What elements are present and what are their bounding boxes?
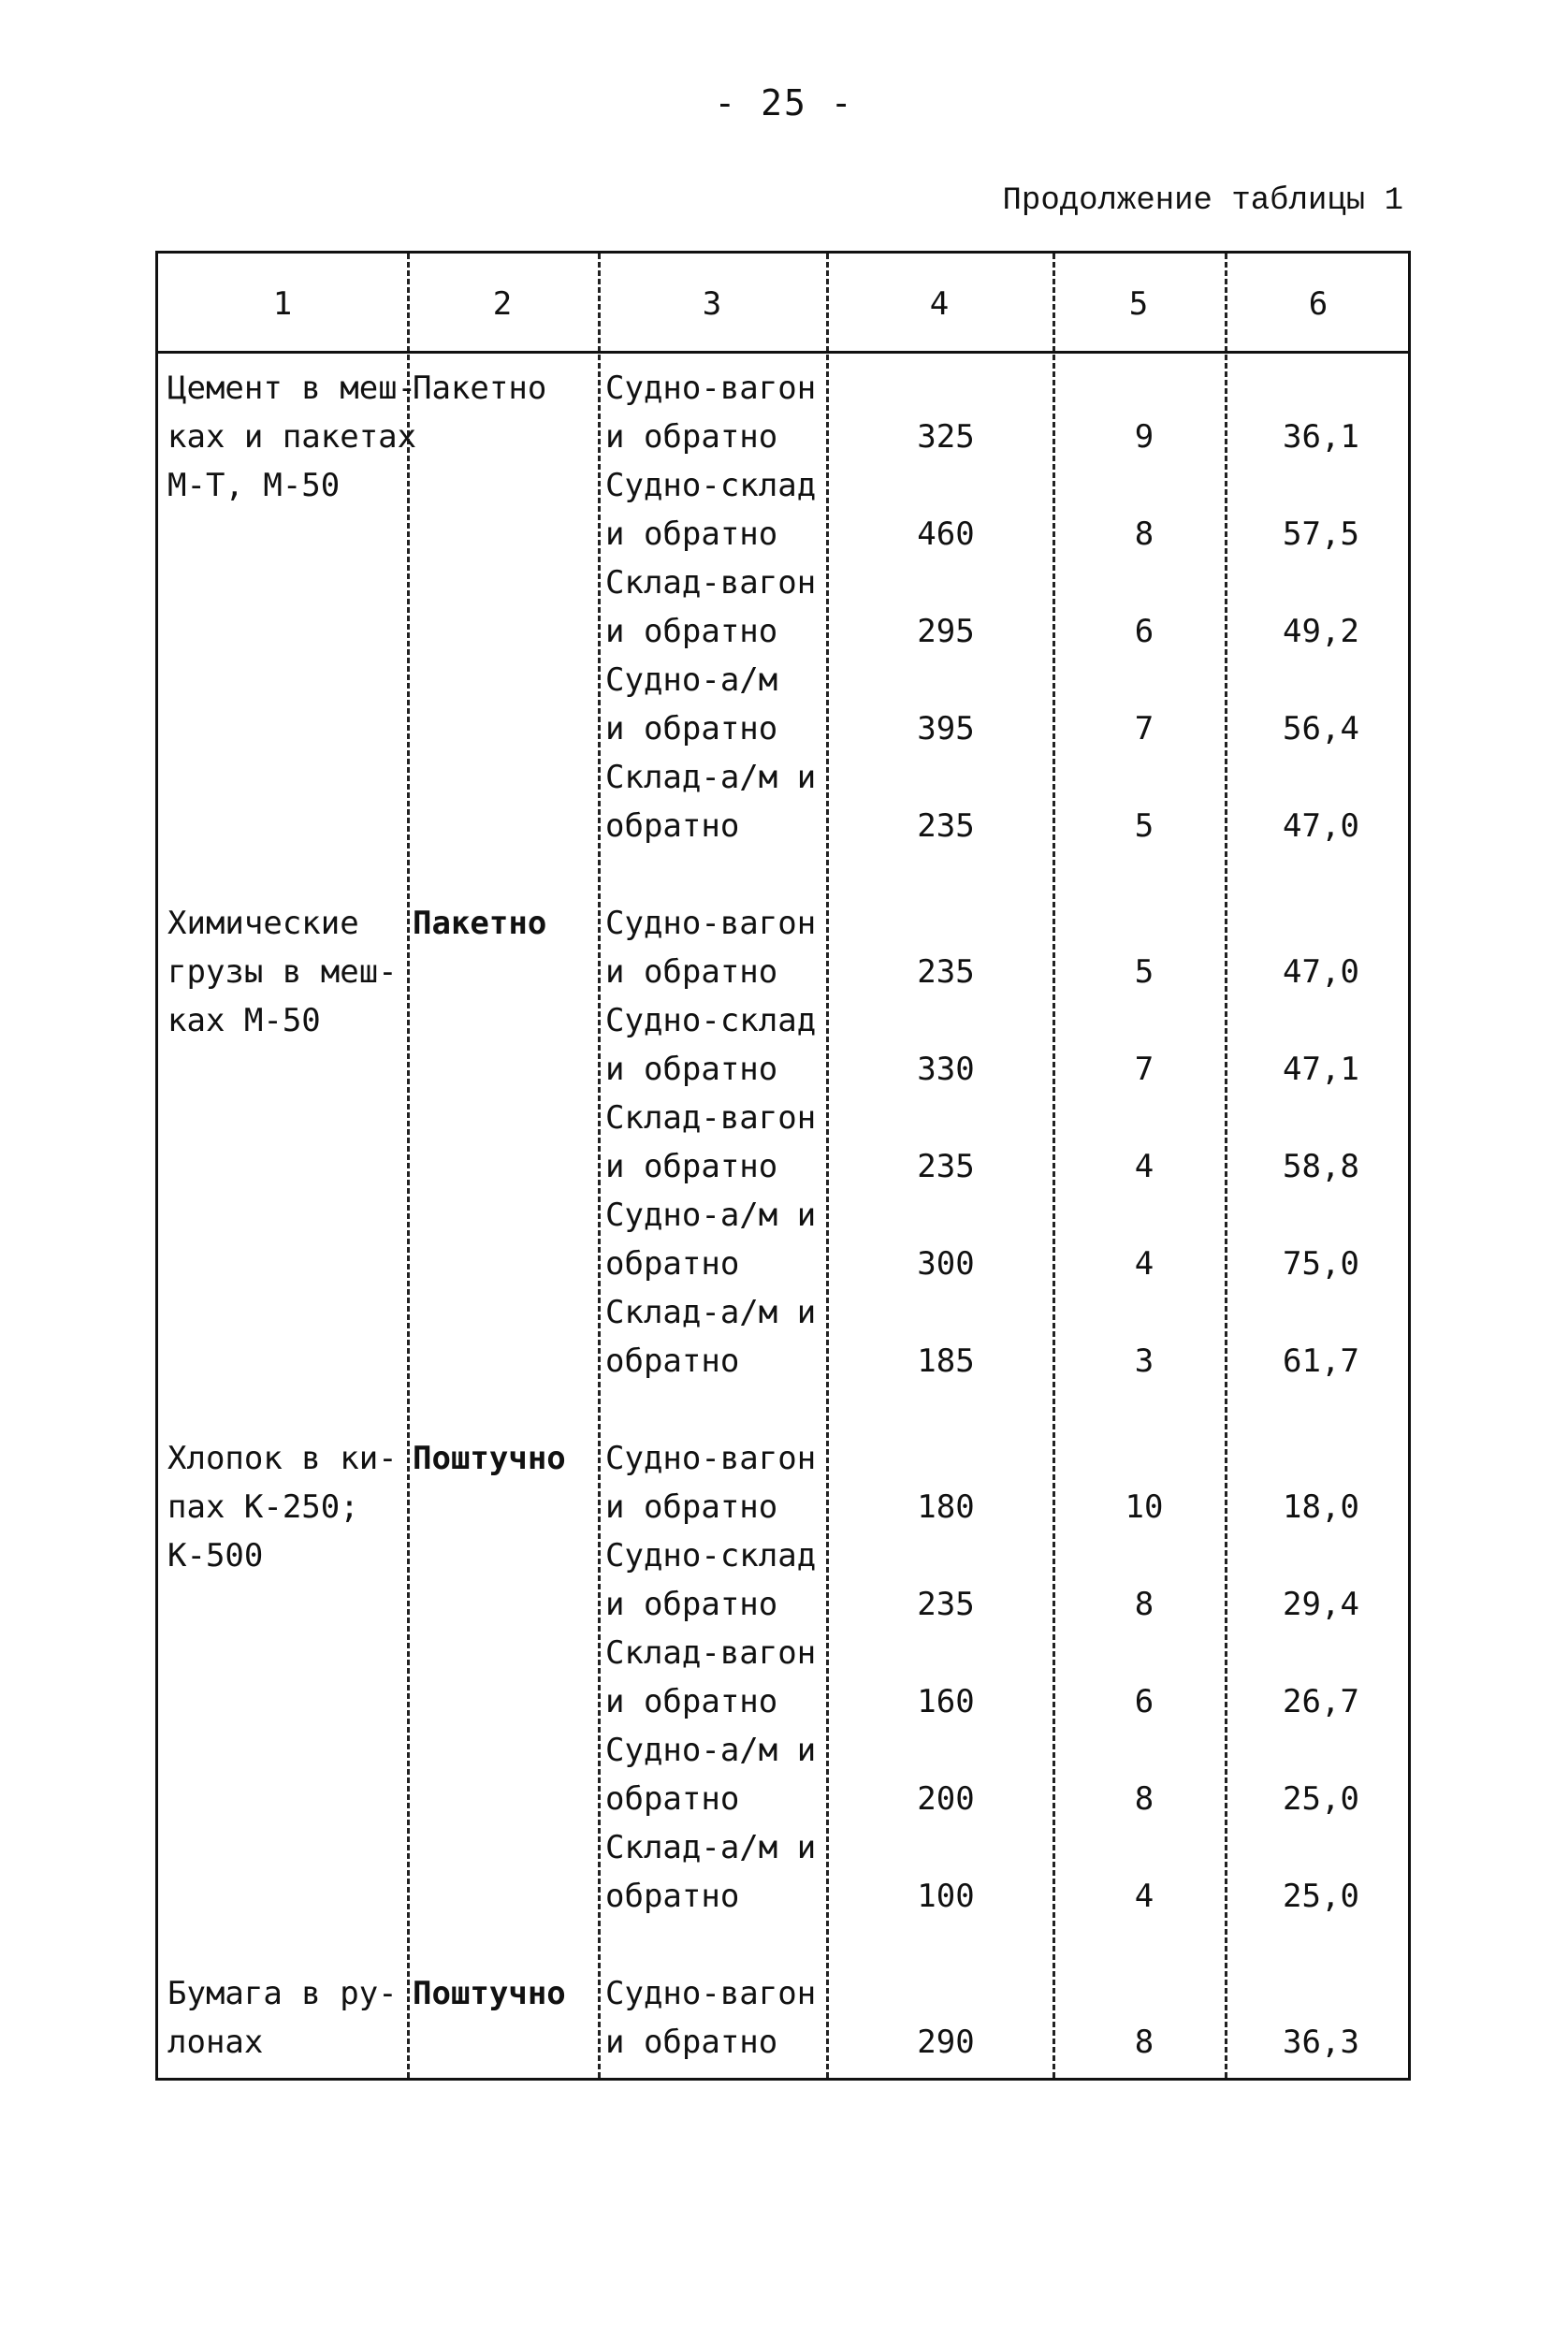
- cargo-name-line: К-500: [167, 1537, 264, 1574]
- value-col-4: 300: [917, 1245, 975, 1283]
- value-col-6: 26,7: [1283, 1683, 1359, 1720]
- value-col-6: 36,3: [1283, 2024, 1359, 2061]
- route-line: Склад-вагон: [605, 564, 817, 602]
- value-col-6: 47,1: [1283, 1051, 1359, 1088]
- value-col-6: 75,0: [1283, 1245, 1359, 1283]
- route-line: и обратно: [605, 515, 778, 553]
- value-col-4: 325: [917, 418, 975, 456]
- value-col-4: 290: [917, 2024, 975, 2061]
- value-col-6: 18,0: [1283, 1488, 1359, 1526]
- header-col-6: 6: [1308, 285, 1328, 323]
- value-col-4: 295: [917, 613, 975, 650]
- route-line: Судно-склад: [605, 1002, 817, 1039]
- header-col-1: 1: [272, 285, 293, 323]
- value-col-6: 25,0: [1283, 1780, 1359, 1818]
- route-line: Склад-а/м и: [605, 1829, 817, 1866]
- route-line: обратно: [605, 1342, 740, 1380]
- route-line: Судно-вагон: [605, 1440, 817, 1477]
- cargo-name-line: Химические: [167, 905, 359, 942]
- route-line: Судно-вагон: [605, 905, 817, 942]
- value-col-4: 180: [917, 1488, 975, 1526]
- cargo-name-line: Цемент в меш-: [167, 370, 417, 407]
- route-line: и обратно: [605, 1586, 778, 1623]
- route-line: и обратно: [605, 710, 778, 747]
- header-col-3: 3: [702, 285, 722, 323]
- value-col-6: 47,0: [1283, 953, 1359, 991]
- value-col-4: 185: [917, 1342, 975, 1380]
- value-col-6: 58,8: [1283, 1148, 1359, 1185]
- route-line: и обратно: [605, 418, 778, 456]
- route-line: обратно: [605, 1780, 740, 1818]
- route-line: Судно-а/м: [605, 661, 778, 699]
- value-col-5: 5: [1134, 953, 1154, 991]
- route-line: и обратно: [605, 1148, 778, 1185]
- value-col-5: 4: [1134, 1878, 1154, 1915]
- route-line: и обратно: [605, 1683, 778, 1720]
- value-col-6: 56,4: [1283, 710, 1359, 747]
- value-col-5: 8: [1134, 2024, 1154, 2061]
- route-line: и обратно: [605, 1488, 778, 1526]
- route-line: и обратно: [605, 613, 778, 650]
- value-col-5: 7: [1134, 710, 1154, 747]
- value-col-5: 8: [1134, 1586, 1154, 1623]
- value-col-6: 47,0: [1283, 807, 1359, 845]
- route-line: обратно: [605, 807, 740, 845]
- route-line: Судно-а/м и: [605, 1197, 817, 1234]
- cargo-name-line: ках и пакетах: [167, 418, 417, 456]
- route-line: Судно-вагон: [605, 1975, 817, 2012]
- value-col-6: 57,5: [1283, 515, 1359, 553]
- continuation-label: Продолжение таблицы 1: [1002, 183, 1403, 219]
- cargo-name-line: Хлопок в ки-: [167, 1440, 398, 1477]
- value-col-5: 7: [1134, 1051, 1154, 1088]
- route-line: и обратно: [605, 1051, 778, 1088]
- value-col-5: 3: [1134, 1342, 1154, 1380]
- cargo-name-line: М-Т, М-50: [167, 467, 341, 504]
- value-col-6: 61,7: [1283, 1342, 1359, 1380]
- cargo-name-line: грузы в меш-: [167, 953, 398, 991]
- header-col-5: 5: [1128, 285, 1149, 323]
- value-col-5: 6: [1134, 613, 1154, 650]
- route-line: Судно-склад: [605, 467, 817, 504]
- header-col-4: 4: [929, 285, 950, 323]
- header-rule: [158, 351, 1408, 354]
- value-col-5: 5: [1134, 807, 1154, 845]
- route-line: Склад-вагон: [605, 1634, 817, 1672]
- data-table: [155, 251, 1411, 2081]
- value-col-4: 200: [917, 1780, 975, 1818]
- value-col-4: 395: [917, 710, 975, 747]
- route-line: Склад-а/м и: [605, 1294, 817, 1331]
- cargo-name-line: пах К-250;: [167, 1488, 359, 1526]
- value-col-4: 460: [917, 515, 975, 553]
- value-col-4: 235: [917, 1586, 975, 1623]
- value-col-5: 6: [1134, 1683, 1154, 1720]
- route-line: обратно: [605, 1245, 740, 1283]
- value-col-5: 10: [1125, 1488, 1164, 1526]
- value-col-4: 100: [917, 1878, 975, 1915]
- value-col-6: 36,1: [1283, 418, 1359, 456]
- value-col-5: 4: [1134, 1148, 1154, 1185]
- route-line: обратно: [605, 1878, 740, 1915]
- handling-method: Поштучно: [413, 1440, 566, 1477]
- value-col-5: 9: [1134, 418, 1154, 456]
- handling-method: Пакетно: [413, 370, 547, 407]
- value-col-6: 25,0: [1283, 1878, 1359, 1915]
- value-col-4: 160: [917, 1683, 975, 1720]
- value-col-6: 49,2: [1283, 613, 1359, 650]
- value-col-4: 330: [917, 1051, 975, 1088]
- page-number: - 25 -: [714, 82, 854, 123]
- value-col-4: 235: [917, 953, 975, 991]
- route-line: Склад-а/м и: [605, 759, 817, 796]
- value-col-5: 8: [1134, 1780, 1154, 1818]
- value-col-4: 235: [917, 807, 975, 845]
- cargo-name-line: лонах: [167, 2024, 264, 2061]
- column-divider: [598, 254, 601, 2078]
- value-col-6: 29,4: [1283, 1586, 1359, 1623]
- cargo-name-line: Бумага в ру-: [167, 1975, 398, 2012]
- handling-method: Поштучно: [413, 1975, 566, 2012]
- handling-method: Пакетно: [413, 905, 547, 942]
- route-line: Судно-склад: [605, 1537, 817, 1574]
- route-line: и обратно: [605, 953, 778, 991]
- value-col-5: 4: [1134, 1245, 1154, 1283]
- route-line: Судно-вагон: [605, 370, 817, 407]
- header-col-2: 2: [492, 285, 513, 323]
- cargo-name-line: ках М-50: [167, 1002, 321, 1039]
- route-line: Судно-а/м и: [605, 1732, 817, 1769]
- route-line: Склад-вагон: [605, 1099, 817, 1137]
- value-col-5: 8: [1134, 515, 1154, 553]
- column-divider: [407, 254, 410, 2078]
- route-line: и обратно: [605, 2024, 778, 2061]
- value-col-4: 235: [917, 1148, 975, 1185]
